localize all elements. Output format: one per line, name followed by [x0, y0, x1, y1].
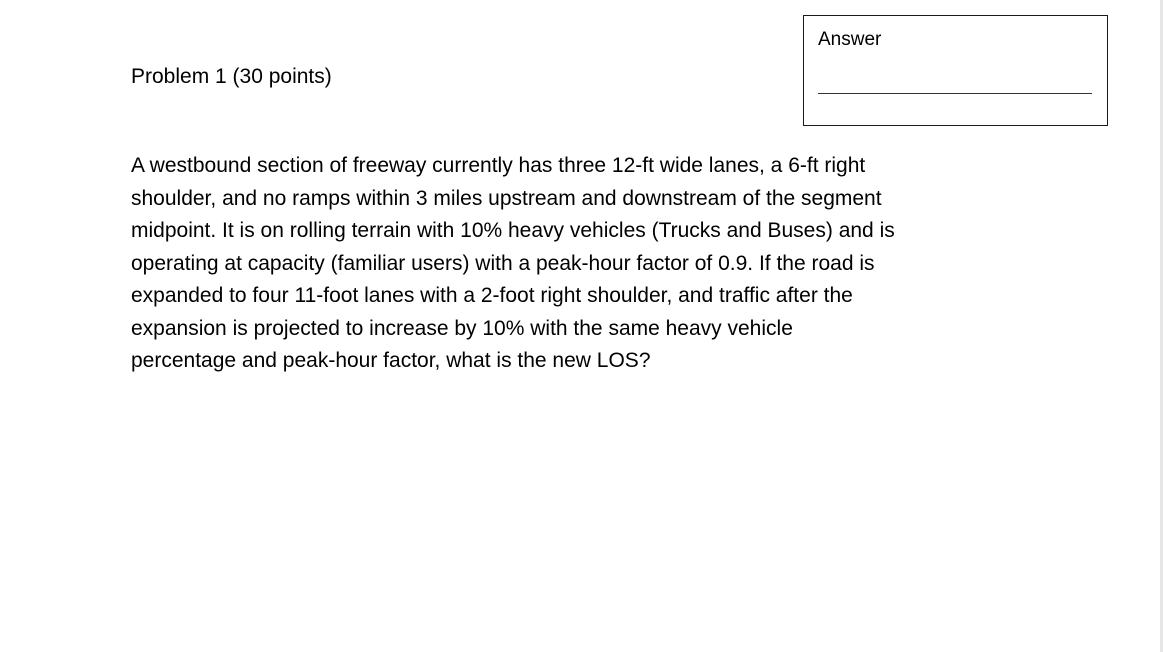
problem-text-line: midpoint. It is on rolling terrain with 10% heavy vehicles (Trucks and Buses) and is	[131, 219, 895, 242]
problem-title: Problem 1 (30 points)	[131, 65, 332, 88]
answer-box	[803, 15, 1108, 126]
problem-text-line: shoulder, and no ramps within 3 miles upstream and downstream of the segment	[131, 186, 882, 210]
problem-text-line: expanded to four 11-foot lanes with a 2-foot right shoulder, and traffic after the	[131, 284, 853, 307]
problem-text-line: percentage and peak-hour factor, what is the new LOS?	[131, 349, 651, 372]
problem-text-line: A westbound section of freeway currently has three 12-ft wide lanes, a 6-ft right	[131, 154, 866, 177]
answer-blank-line[interactable]	[818, 93, 1092, 94]
answer-label: Answer	[818, 29, 882, 50]
problem-text-line: operating at capacity (familiar users) with a peak-hour factor of 0.9. If the road is	[131, 251, 875, 275]
problem-text-line: expansion is projected to increase by 10% with the same heavy vehicle	[131, 316, 793, 340]
problem-statement	[131, 150, 1031, 378]
